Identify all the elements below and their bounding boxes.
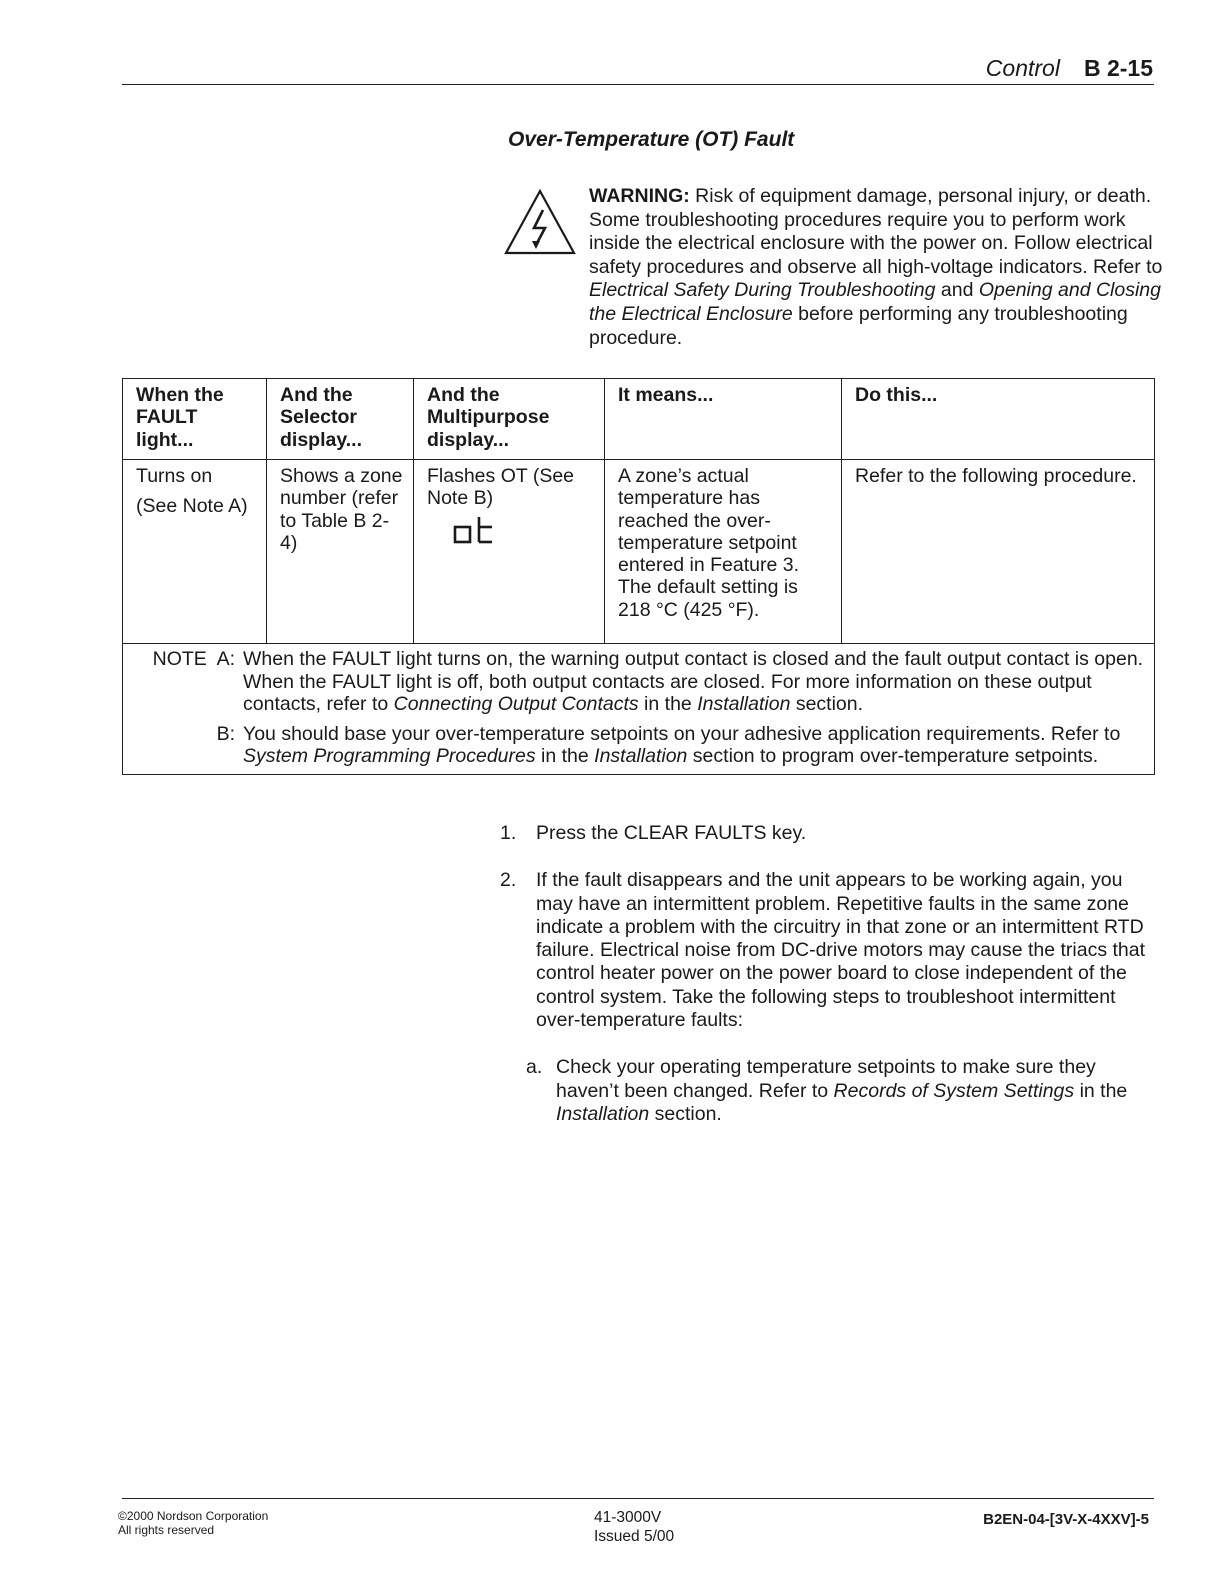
reference-link: Installation xyxy=(556,1102,650,1125)
column-header: When the FAULT light... xyxy=(123,379,267,460)
step-text: Press the CLEAR FAULTS key. xyxy=(536,822,807,844)
table-cell: Turns on (See Note A) xyxy=(123,460,267,644)
table-cell: Shows a zone number (refer to Table B 2-4) xyxy=(267,460,414,644)
section-title: Over-Temperature (OT) Fault xyxy=(508,128,795,151)
note-a: NOTE A: When the FAULT light turns on, the warning output contact is closed and the fault output contact is open. When the FAULT light is off, both output contacts are closed. For more information on these output contacts, refer to Connecting Output Contacts in the Installation section. xyxy=(131,648,1146,716)
step-number: a. xyxy=(526,1056,543,1079)
column-header: And the Selector display... xyxy=(267,379,414,460)
fault-table xyxy=(122,378,1155,775)
note-label: NOTE A: xyxy=(152,648,235,670)
column-header: And the Multipurpose display... xyxy=(414,379,605,460)
step-number: 2. xyxy=(500,869,517,892)
table-header-row xyxy=(123,379,1155,460)
warning-label: WARNING: xyxy=(589,185,690,207)
table-cell: A zone’s actual temperature has reached the over-temperature setpoint entered in Feature 3. The default setting is 218 °C (425 °F). xyxy=(605,460,842,644)
seven-segment-display-icon xyxy=(453,516,501,544)
section-name: Control xyxy=(985,55,1060,81)
reference-link: Records of System Settings xyxy=(833,1079,1075,1102)
step-number: 1. xyxy=(500,822,517,844)
page-number: B 2-15 xyxy=(1083,55,1153,81)
electrical-hazard-triangle-icon xyxy=(503,188,577,256)
document-id: B2EN-04-[3V-X-4XXV]-5 xyxy=(983,1511,1149,1528)
page-header xyxy=(986,55,1153,82)
step-text: If the fault disappears and the unit appears to be working again, you may have an intermittent problem. Repetitive faults in the same zone indicate a problem with the circuitry in that zone or an intermittent RTD failure. Electrical noise from DC-drive motors may cause the triacs that control heater power on the power board to close independent of the control system. Take the following steps to troubleshoot intermittent over-temperature faults: xyxy=(536,869,1146,1032)
reference-link: Installation xyxy=(697,693,791,715)
column-header: Do this... xyxy=(842,379,1155,460)
warning-text: WARNING: Risk of equipment damage, personal injury, or death. Some troubleshooting procedures require you to perform work inside the electrical enclosure with the power on. Follow electrical safety procedures and observe all high-voltage indicators. Refer to Electrical Safety During Troubleshooting and Opening and Closing the Electrical Enclosure before performing any troubleshooting procedure. xyxy=(589,185,1163,349)
procedure-steps xyxy=(500,822,1155,1126)
table-notes xyxy=(123,644,1155,775)
reference-link: System Programming Procedures xyxy=(243,745,536,767)
footer-divider xyxy=(122,1498,1154,1499)
table-cell: Refer to the following procedure. xyxy=(842,460,1155,644)
table-cell: Flashes OT (See Note B) xyxy=(414,460,605,644)
reference-link: Electrical Safety During Troubleshooting xyxy=(589,279,936,302)
list-item xyxy=(500,822,1155,845)
reference-link: Connecting Output Contacts xyxy=(393,693,639,715)
warning-block xyxy=(589,185,1169,350)
note-b: B: You should base your over-temperature setpoints on your adhesive application requirements. Refer to System Programming Procedures in the Installation section to program over-temperature setpoints. xyxy=(131,723,1146,768)
column-header: It means... xyxy=(605,379,842,460)
list-item xyxy=(526,1056,1155,1126)
table-row xyxy=(123,460,1155,644)
list-item xyxy=(500,869,1155,1126)
reference-link: Opening and Closing the Electrical Enclosure xyxy=(589,279,1161,325)
notes-row xyxy=(123,644,1155,775)
step-text: Check your operating temperature setpoints to make sure they haven’t been changed. Refer to Records of System Settings in the Installation section. xyxy=(556,1056,1128,1125)
copyright: ©2000 Nordson Corporation All rights reserved xyxy=(118,1509,269,1537)
header-divider xyxy=(122,84,1154,85)
note-label: B: xyxy=(216,722,235,745)
reference-link: Installation xyxy=(594,745,688,767)
document-number: 41-3000V Issued 5/00 xyxy=(594,1509,675,1545)
